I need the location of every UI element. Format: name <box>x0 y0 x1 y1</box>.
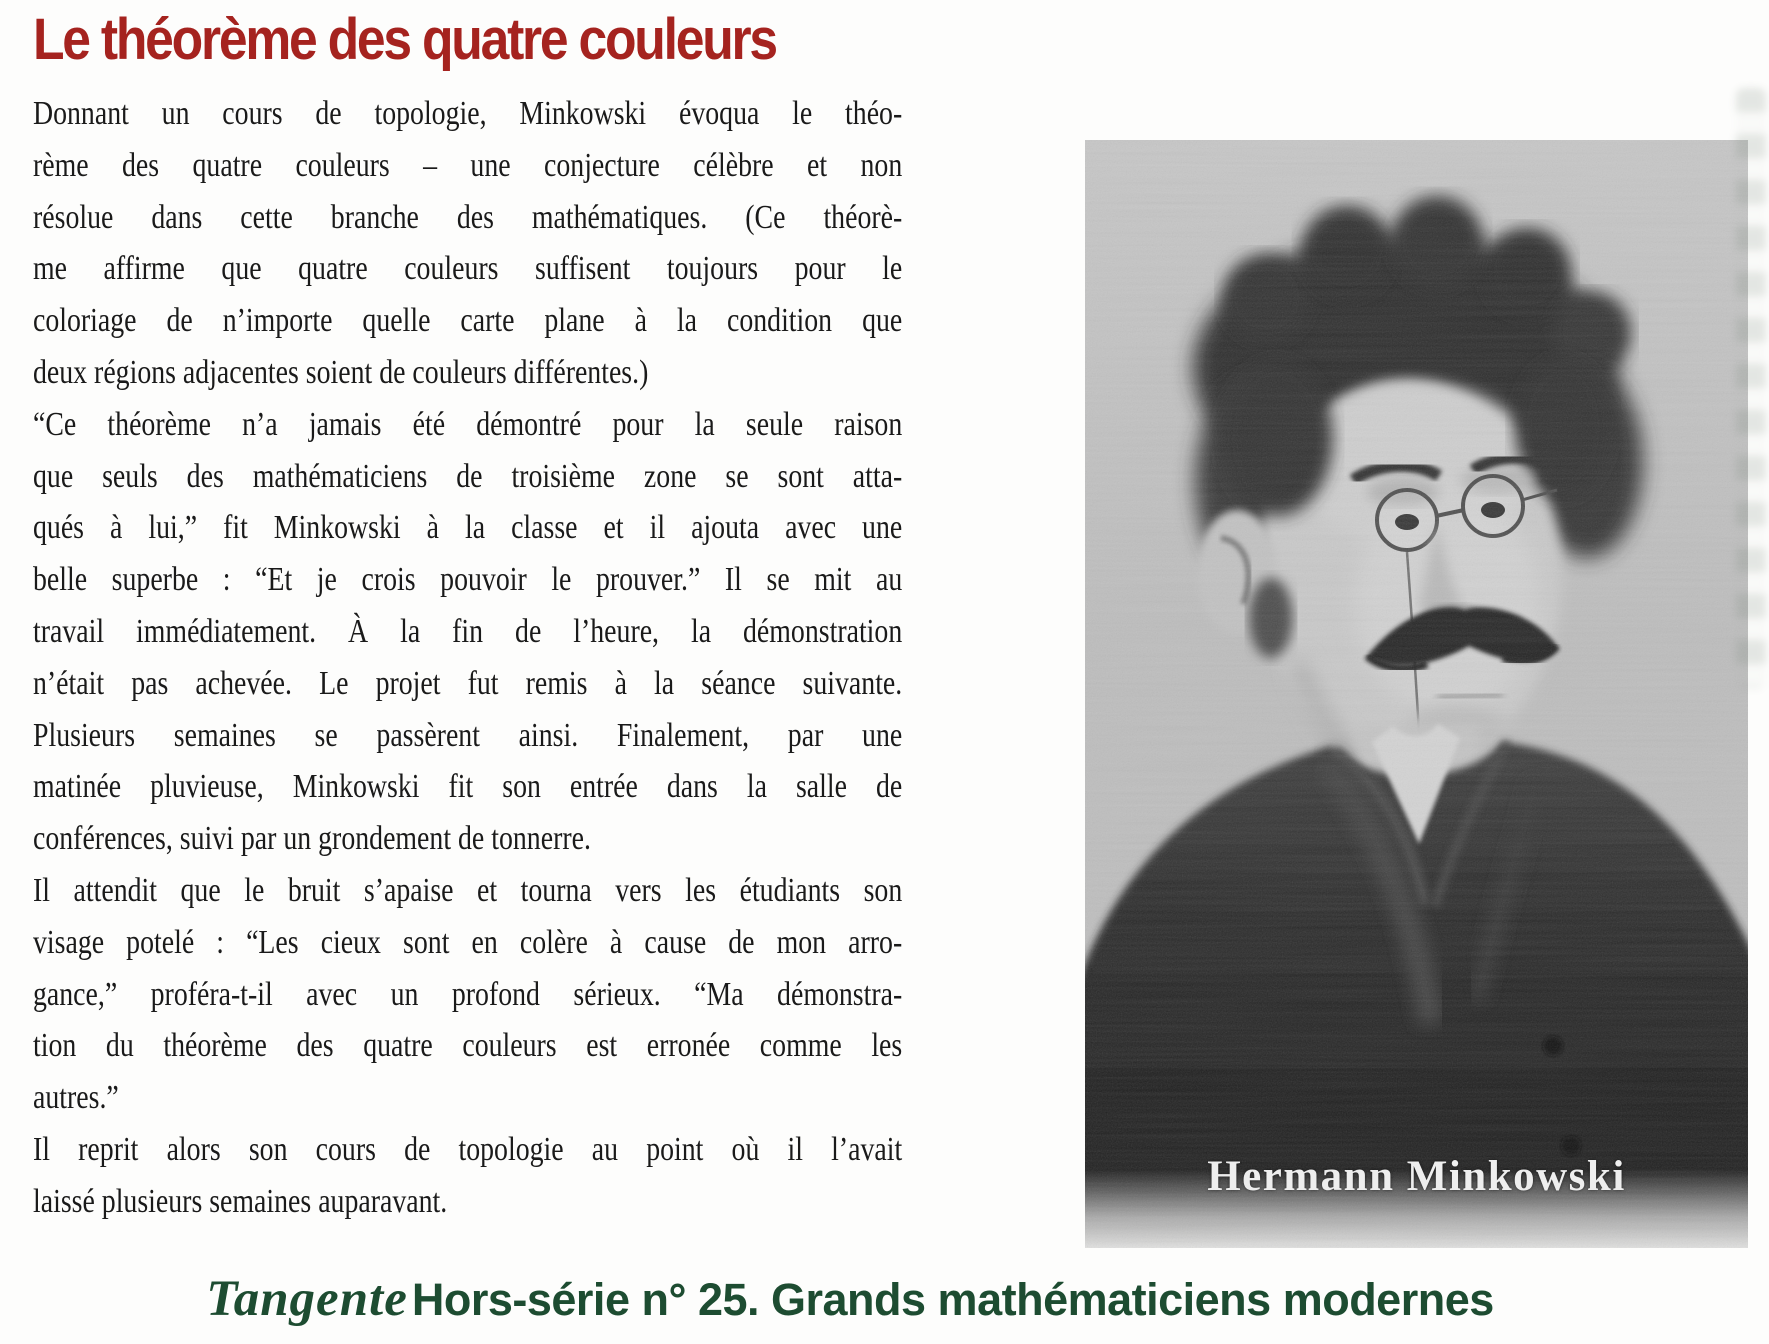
text-line: Plusieurs semaines se passèrent ainsi. Finalement, par une <box>33 716 903 754</box>
text-line: “Ce théorème n’a jamais été démontré pour la seule raison <box>33 405 903 443</box>
portrait-illustration <box>1085 140 1748 1248</box>
text-line: me affirme que quatre couleurs suffisent toujours pour le <box>33 250 903 288</box>
paragraph <box>33 399 902 865</box>
text-line: conférences, suivi par un grondement de tonnerre. <box>33 820 591 858</box>
paragraph <box>33 1124 902 1228</box>
text-line: travail immédiatement. À la fin de l’heure, la démonstration <box>33 612 903 650</box>
paragraph <box>33 865 902 1124</box>
article-title: Le théorème des quatre couleurs <box>33 7 776 72</box>
page-bleed-artifact <box>1736 88 1766 688</box>
text-line: Il attendit que le bruit s’apaise et tourna vers les étudiants son <box>33 871 903 909</box>
issue-title: Hors-série n° 25. Grands mathématiciens modernes <box>411 1274 1494 1325</box>
text-line: laissé plusieurs semaines auparavant. <box>33 1182 448 1220</box>
text-line: que seuls des mathématiciens de troisième zone se sont atta- <box>33 457 903 495</box>
photo-caption: Hermann Minkowski <box>1207 1153 1626 1200</box>
text-line: qués à lui,” fit Minkowski à la classe et il ajouta avec une <box>33 509 903 547</box>
text-line: matinée pluvieuse, Minkowski fit son entrée dans la salle de <box>33 768 903 806</box>
text-line: deux régions adjacentes soient de couleurs différentes.) <box>33 353 649 391</box>
text-line: coloriage de n’importe quelle carte plane à la condition que <box>33 302 903 340</box>
text-line: n’était pas achevée. Le projet fut remis à la séance suivante. <box>33 664 903 702</box>
text-line: Il reprit alors son cours de topologie au point où il l’avait <box>33 1130 903 1168</box>
paragraph <box>33 88 902 399</box>
text-line: belle superbe : “Et je crois pouvoir le prouver.” Il se mit au <box>33 561 903 599</box>
source-line <box>0 1270 1700 1328</box>
text-line: tion du théorème des quatre couleurs est erronée comme les <box>33 1027 903 1065</box>
text-line: gance,” proféra-t-il avec un profond sérieux. “Ma démonstra- <box>33 975 903 1013</box>
minkowski-photo <box>1085 140 1748 1248</box>
article-body <box>33 88 902 1228</box>
text-line: autres.” <box>33 1079 119 1117</box>
text-line: rème des quatre couleurs – une conjecture célèbre et non <box>33 146 903 184</box>
text-line: résolue dans cette branche des mathématiques. (Ce théorè- <box>33 198 903 236</box>
magazine-logo-text: Tangente <box>206 1271 408 1327</box>
text-line: Donnant un cours de topologie, Minkowski évoqua le théo- <box>33 95 903 132</box>
text-line: visage potelé : “Les cieux sont en colère à cause de mon arro- <box>33 923 903 961</box>
